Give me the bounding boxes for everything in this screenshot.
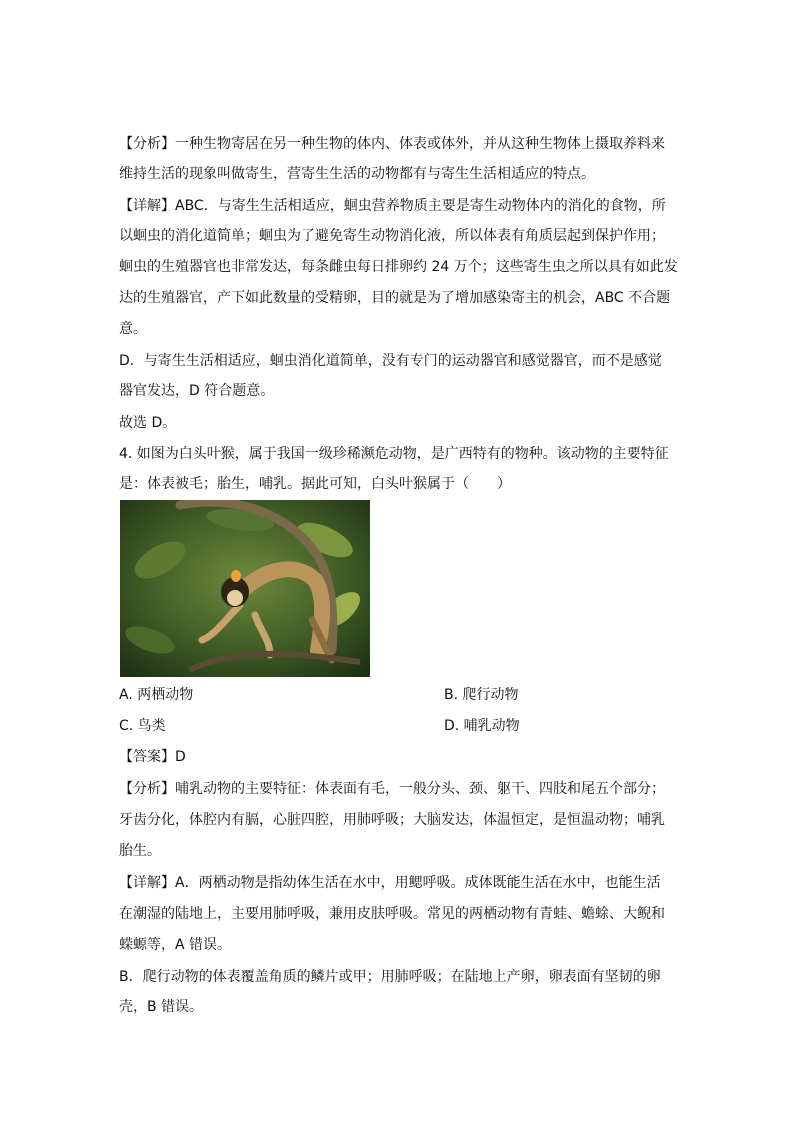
text-line: 意。 [119, 321, 147, 337]
prev-conclusion: 故选 D。 [119, 415, 177, 431]
text-line: 在潮湿的陆地上，主要用肺呼吸，兼用皮肤呼吸。常见的两栖动物有青蛙、蟾蜍、大鲵和 [119, 906, 665, 922]
langur-photo [120, 500, 370, 677]
text-line: 以蛔虫的消化道简单；蛔虫为了避免寄生动物消化液，所以体表有角质层起到保护作用； [119, 228, 665, 244]
option-c: C. 鸟类 [119, 718, 166, 734]
option-d: D. 哺乳动物 [444, 718, 520, 734]
white-headed-langur-image [120, 500, 370, 677]
text-line: 【分析】一种生物寄居在另一种生物的体内、体表或体外，并从这种生物体上摄取养料来 [119, 136, 665, 152]
text-line: 是：体表被毛；胎生，哺乳。据此可知，白头叶猴属于（ ） [119, 474, 515, 494]
text-line: 胎生。 [119, 843, 161, 859]
text-line: 蛔虫的生殖器官也非常发达，每条雌虫每日排卵约 24 万个；这些寄生虫之所以具有如此发 [119, 259, 678, 275]
text-line: 蝾螈等，A 错误。 [119, 937, 232, 953]
text-line: 【分析】哺乳动物的主要特征：体表面有毛，一般分头、颈、躯干、四肢和尾五个部分； [119, 781, 665, 797]
text-line: 【详解】ABC．与寄生生活相适应，蛔虫营养物质主要是寄生动物体内的消化的食物，所 [119, 198, 666, 214]
text-line: D．与寄生生活相适应，蛔虫消化道简单，没有专门的运动器官和感觉器官，而不是感觉 [119, 353, 662, 369]
text-line: 【详解】A．两栖动物是指幼体生活在水中，用鳃呼吸。成体既能生活在水中，也能生活 [119, 875, 661, 891]
option-a: A. 两栖动物 [119, 687, 194, 703]
text-line: 器官发达，D 符合题意。 [119, 383, 275, 399]
text-line: 壳，B 错误。 [119, 999, 204, 1015]
answer-line: 【答案】D [119, 749, 186, 765]
text-line: 维持生活的现象叫做寄生，营寄生生活的动物都有与寄生生活相适应的特点。 [119, 166, 595, 182]
text-line: B．爬行动物的体表覆盖角质的鳞片或甲；用肺呼吸；在陆地上产卵，卵表面有坚韧的卵 [119, 969, 661, 985]
text-line: 牙齿分化，体腔内有膈，心脏四腔，用肺呼吸；大脑发达，体温恒定，是恒温动物；哺乳 [119, 812, 665, 828]
text-line: 达的生殖器官，产下如此数量的受精卵，目的就是为了增加感染寄主的机会，ABC 不合题 [119, 290, 671, 306]
text-line: 4. 如图为白头叶猴，属于我国一级珍稀濒危动物，是广西特有的物种。该动物的主要特征 [119, 446, 669, 462]
option-b: B. 爬行动物 [444, 687, 519, 703]
